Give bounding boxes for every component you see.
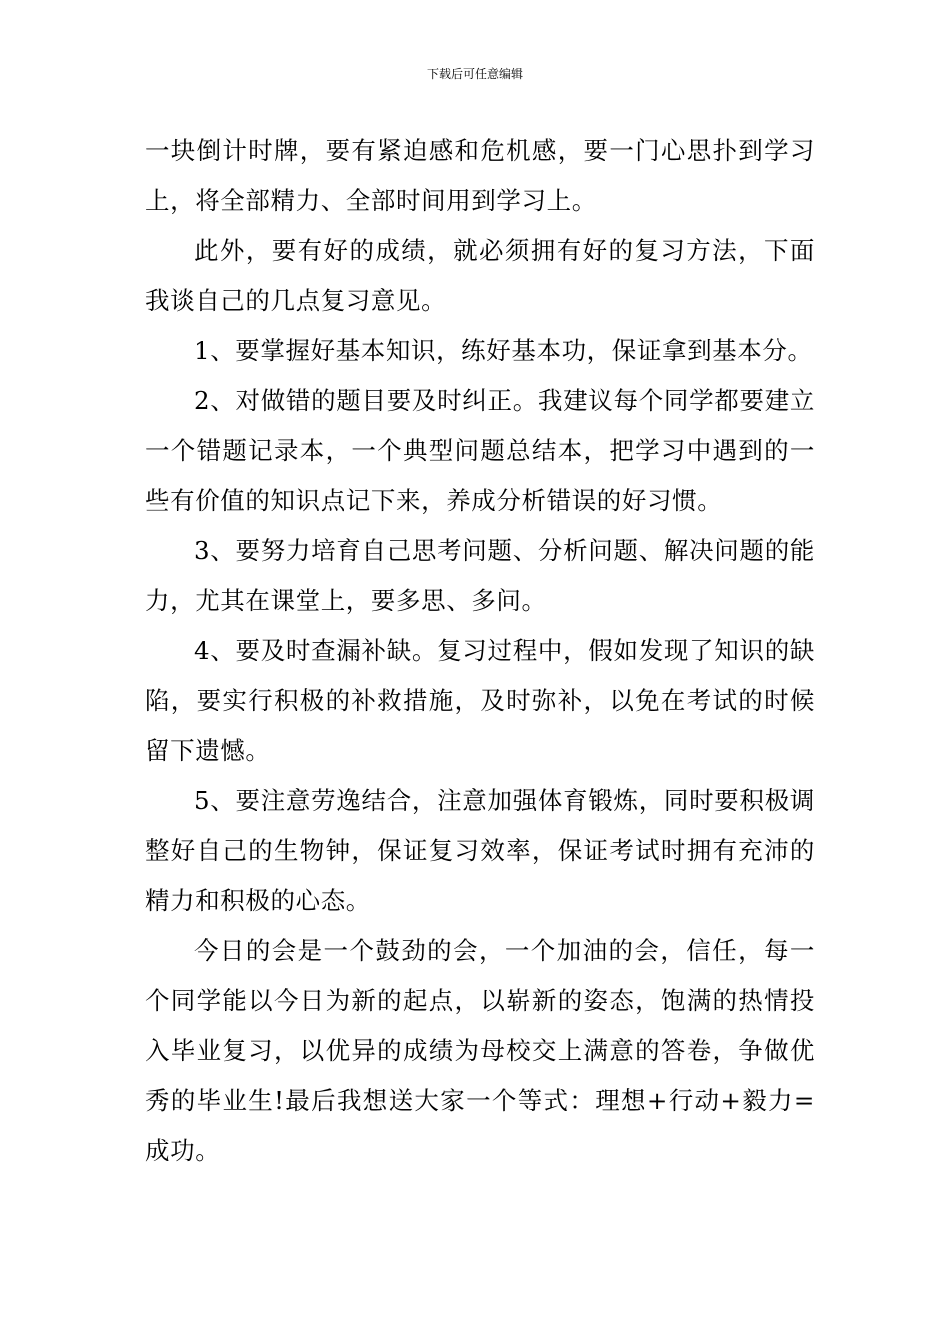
paragraph-closing: 今日的会是一个鼓劲的会，一个加油的会，信任，每一个同学能以今日为新的起点，以崭新的姿态，饱满的热情投入毕业复习，以优异的成绩为母校交上满意的答卷，争做优秀的毕业生!最后我想送大家一个等式：理想+行动+毅力=成功。 xyxy=(145,936,815,1165)
paragraph-point-2: 2、对做错的题目要及时纠正。我建议每个同学都要建立一个错题记录本，一个典型问题总结本，把学习中遇到的一些有价值的知识点记下来，养成分析错误的好习惯。 xyxy=(145,386,815,515)
paragraph-point-3: 3、要努力培育自己思考问题、分析问题、解决问题的能力，尤其在课堂上，要多思、多问。 xyxy=(145,536,815,615)
document-body xyxy=(145,126,815,1176)
paragraph-review-methods: 此外，要有好的成绩，就必须拥有好的复习方法，下面我谈自己的几点复习意见。 xyxy=(145,236,815,315)
paragraph-continuation: 一块倒计时牌，要有紧迫感和危机感，要一门心思扑到学习上，将全部精力、全部时间用到学习上。 xyxy=(145,136,815,215)
paragraph-point-5: 5、要注意劳逸结合，注意加强体育锻炼，同时要积极调整好自己的生物钟，保证复习效率，保证考试时拥有充沛的精力和积极的心态。 xyxy=(145,786,815,915)
paragraph-point-4: 4、要及时查漏补缺。复习过程中，假如发现了知识的缺陷，要实行积极的补救措施，及时弥补，以免在考试的时候留下遗憾。 xyxy=(145,636,815,765)
paragraph-point-1: 1、要掌握好基本知识，练好基本功，保证拿到基本分。 xyxy=(194,336,813,365)
page-header-note: 下载后可任意编辑 xyxy=(426,67,523,81)
